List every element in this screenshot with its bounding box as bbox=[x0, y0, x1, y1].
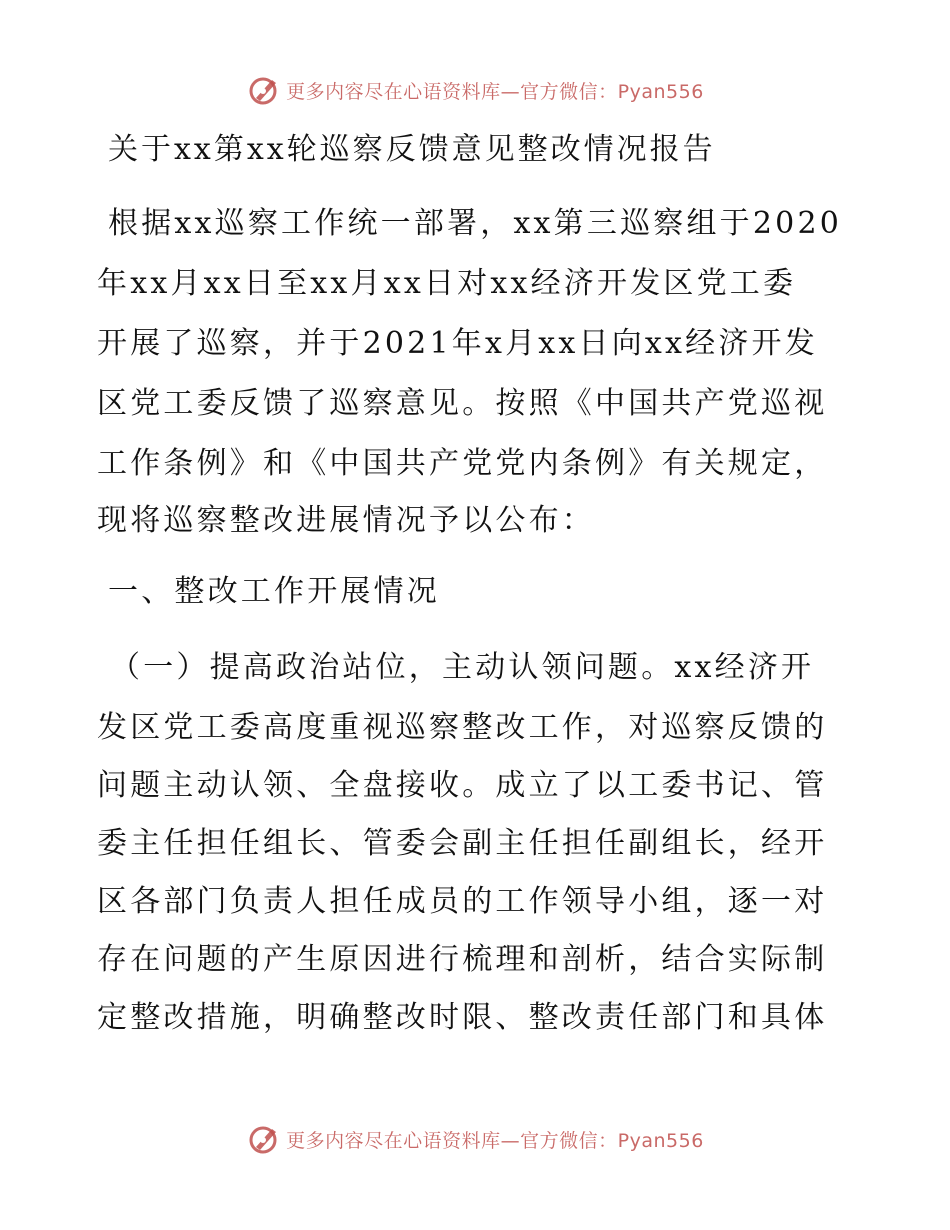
paragraph-line: 问题主动认领、全盘接收。成立了以工委书记、管 bbox=[97, 768, 828, 803]
pen-logo-icon bbox=[246, 72, 282, 108]
paragraph-line: 存在问题的产生原因进行梳理和剖析，结合实际制 bbox=[97, 942, 828, 977]
paragraph-line: （一）提高政治站位，主动认领问题。xx经济开 bbox=[110, 650, 815, 685]
watermark-text: 更多内容尽在心语资料库—官方微信：Pyan556 bbox=[286, 1129, 704, 1152]
paragraph-line: 现将巡察整改进展情况予以公布： bbox=[97, 503, 595, 538]
paragraph-line: 区各部门负责人担任成员的工作领导小组，逐一对 bbox=[97, 884, 828, 919]
header-watermark bbox=[0, 68, 950, 112]
paragraph-line: 委主任担任组长、管委会副主任担任副组长，经开 bbox=[97, 826, 828, 861]
section-heading: 一、整改工作开展情况 bbox=[108, 574, 440, 609]
paragraph-line: 区党工委反馈了巡察意见。按照《中国共产党巡视 bbox=[97, 386, 828, 421]
paragraph-line: 年xx月xx日至xx月xx日对xx经济开发区党工委 bbox=[97, 266, 797, 301]
footer-watermark bbox=[0, 1117, 950, 1161]
document-title: 关于xx第xx轮巡察反馈意见整改情况报告 bbox=[108, 132, 716, 167]
paragraph-line: 定整改措施，明确整改时限、整改责任部门和具体 bbox=[97, 1000, 828, 1035]
paragraph-line: 发区党工委高度重视巡察整改工作，对巡察反馈的 bbox=[97, 710, 828, 745]
paragraph-line: 开展了巡察，并于2021年x月xx日向xx经济开发 bbox=[97, 326, 818, 361]
paragraph-line: 根据xx巡察工作统一部署，xx第三巡察组于2020 bbox=[108, 206, 843, 241]
pen-logo-icon bbox=[246, 1121, 282, 1157]
watermark-text: 更多内容尽在心语资料库—官方微信：Pyan556 bbox=[286, 80, 704, 103]
paragraph-line: 工作条例》和《中国共产党党内条例》有关规定， bbox=[97, 446, 828, 481]
